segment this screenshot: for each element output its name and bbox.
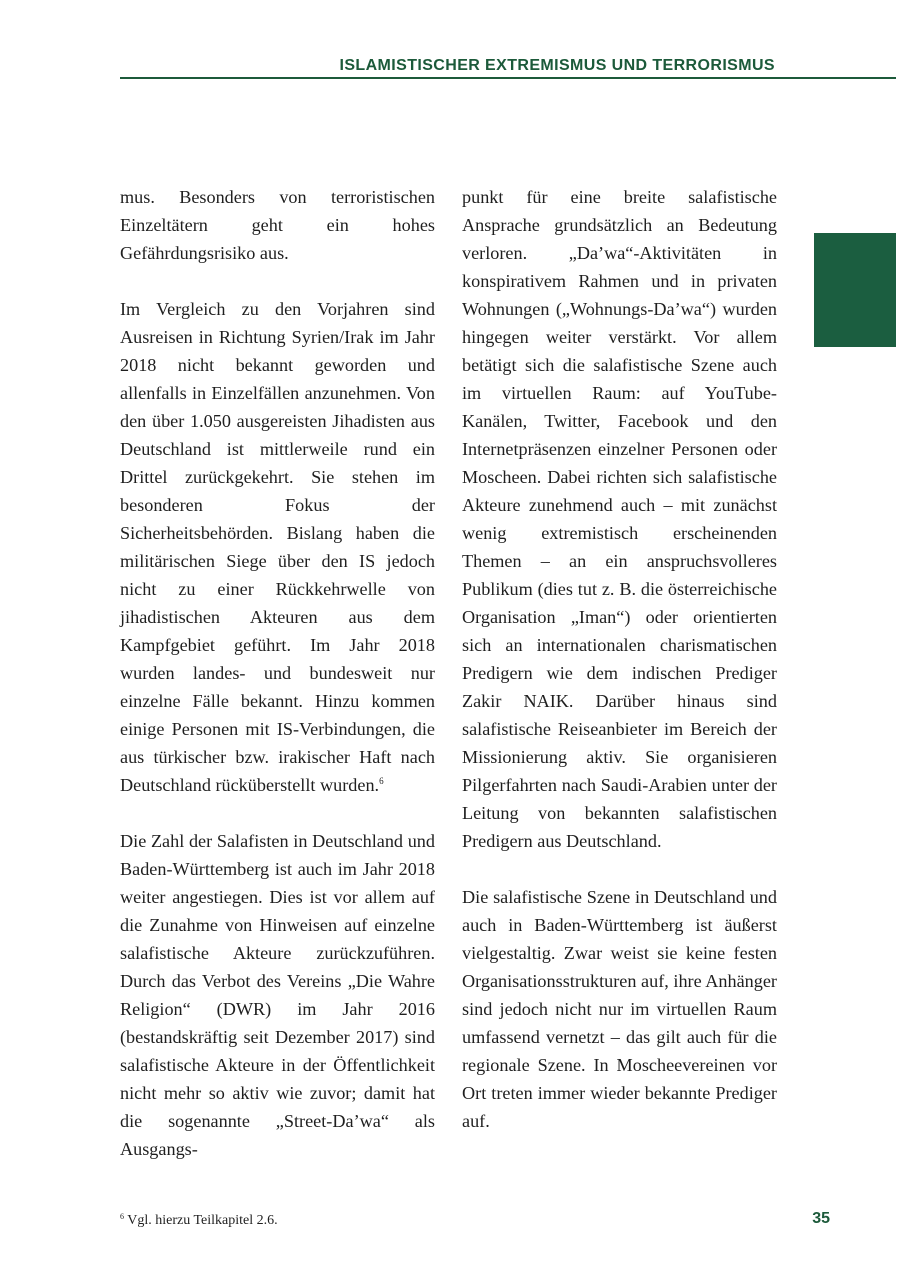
header-rule (120, 77, 896, 79)
footnote-marker: 6 (120, 1212, 124, 1221)
page-number: 35 (812, 1210, 830, 1227)
footnote-text: Vgl. hierzu Teilkapitel 2.6. (127, 1213, 278, 1228)
paragraph: Die Zahl der Salafisten in Deutschland und Baden-Württemberg ist auch im Jahr 2018 weiter angestiegen. Dies ist vor allem auf die Zunahme von Hinweisen auf einzelne salafistische Akteure zurückzuführen. Durch das Verbot des Vereins „Die Wahre Religion“ (DWR) im Jahr 2016 (bestandskräftig seit Dezember 2017) sind salafistische Akteure in der Öffentlichkeit nicht mehr so aktiv wie zuvor; damit hat die sogenannte „Street-Da’wa“ als Ausgangs- (120, 831, 435, 1159)
paragraph: mus. Besonders von terroristischen Einzeltätern geht ein hohes Gefährdungsrisiko aus. (120, 187, 435, 263)
footnote-reference[interactable]: 6 (379, 776, 384, 786)
running-header: ISLAMISTISCHER EXTREMISMUS UND TERRORISMUS (339, 57, 775, 74)
footnote (120, 1212, 278, 1230)
left-column (120, 183, 435, 1163)
chapter-tab (814, 233, 896, 347)
paragraph (120, 295, 435, 799)
right-column (462, 183, 777, 1135)
paragraph: Die salafistische Szene in Deutschland und auch in Baden-Württemberg ist äußerst vielgestaltig. Zwar weist sie keine festen Organisationsstrukturen auf, ihre Anhänger sind jedoch nicht nur im virtuellen Raum umfassend vernetzt – das gilt auch für die regionale Szene. In Moscheevereinen vor Ort treten immer wieder bekannte Prediger auf. (462, 887, 777, 1131)
paragraph: punkt für eine breite salafistische Ansprache grundsätzlich an Bedeutung verloren. „Da’wa“-Aktivitäten in konspirativem Rahmen und in privaten Wohnungen („Wohnungs-Da’wa“) wurden hingegen weiter verstärkt. Vor allem betätigt sich die salafistische Szene auch im virtuellen Raum: auf YouTube-Kanälen, Twitter, Facebook und den Internetpräsenzen einzelner Personen oder Moscheen. Dabei richten sich salafistische Akteure zunehmend auch – mit zunächst wenig extremistisch erscheinenden Themen – an ein anspruchsvolleres Publikum (dies tut z. B. die österreichische Organisation „Iman“) oder orientierten sich an internationalen charismatischen Predigern wie dem indischen Prediger Zakir NAIK. Darüber hinaus sind salafistische Reiseanbieter im Bereich der Missionierung aktiv. Sie organisieren Pilgerfahrten nach Saudi-Arabien unter der Leitung von bekannten salafistischen Predigern aus Deutschland. (462, 187, 777, 851)
paragraph-text: Im Vergleich zu den Vorjahren sind Ausreisen in Richtung Syrien/Irak im Jahr 2018 nicht bekannt geworden und allenfalls in Einzelfällen anzunehmen. Von den über 1.050 ausgereisten Jihadisten aus Deutschland ist mittlerweile rund ein Drittel zurückgekehrt. Sie stehen im besonderen Fokus der Sicherheitsbehörden. Bislang haben die militärischen Siege über den IS jedoch nicht zu einer Rückkehrwelle von jihadistischen Akteuren aus dem Kampfgebiet geführt. Im Jahr 2018 wurden landes- und bundesweit nur einzelne Fälle bekannt. Hinzu kommen einige Personen mit IS-Verbindungen, die aus türkischer bzw. irakischer Haft nach Deutschland rücküberstellt wurden. (120, 299, 435, 795)
